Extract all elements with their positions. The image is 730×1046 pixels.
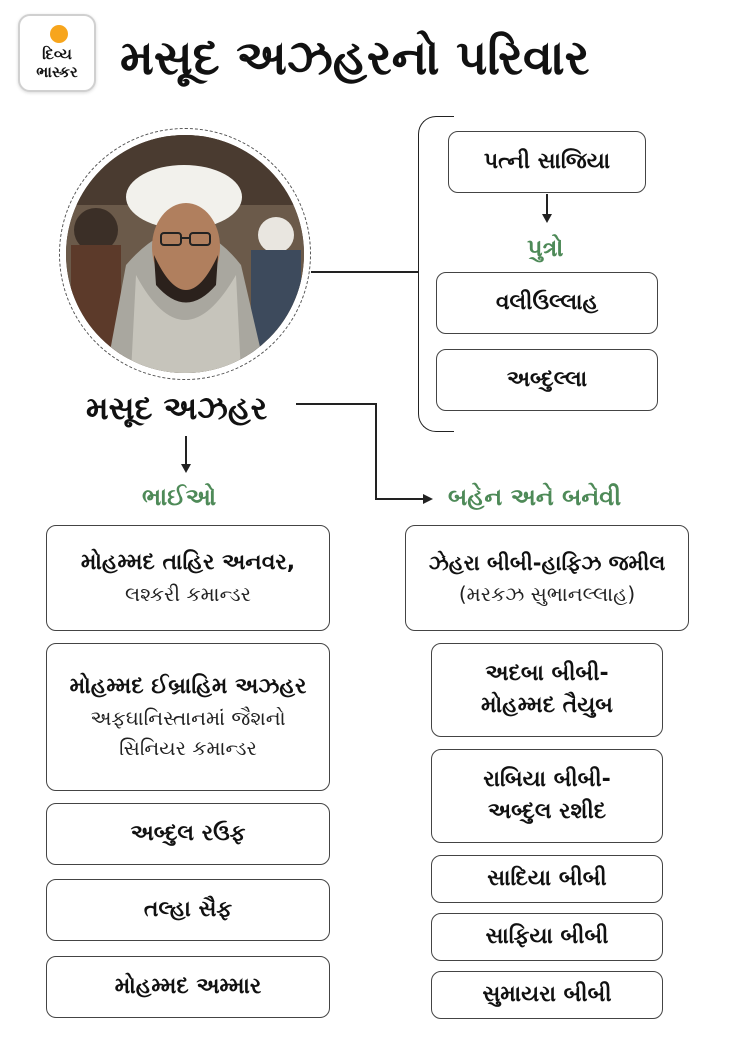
sister-desc: (મરકઝ સુભાનલ્લાહ) <box>458 582 636 606</box>
son-name: વલીઉલ્લાહ <box>495 290 599 315</box>
brother-desc: અફઘાનિસ્તાનમાં જૈશનો સિનિયર કમાન્ડર <box>90 706 286 760</box>
sister-box-3 <box>431 749 663 843</box>
sister-name: સાફિયા બીબી <box>485 924 609 949</box>
brother-name: મોહમ્મદ ઈબ્રાહિમ અઝહર <box>69 674 307 699</box>
brother-desc: લશ્કરી કમાન્ડર <box>125 582 251 606</box>
connector-photo-to-wife <box>311 271 419 273</box>
brother-name: અબ્દુલ રઉફ <box>130 821 246 846</box>
brother-box-5 <box>46 956 330 1018</box>
portrait-photo <box>66 135 304 373</box>
brother-box-1 <box>46 525 330 631</box>
connector-to-sisters-v <box>375 403 377 499</box>
brand-logo <box>18 14 96 92</box>
sisters-label: બહેન અને બનેવી <box>448 483 622 511</box>
brother-box-2 <box>46 643 330 791</box>
wife-box <box>448 131 646 193</box>
brother-name: મોહમ્મદ તાહિર અનવર, <box>80 550 296 575</box>
arrow-right-icon <box>423 494 433 504</box>
sister-name: ઝેહરા બીબી-હાફિઝ જમીલ <box>428 551 666 575</box>
portrait-illustration <box>66 135 304 373</box>
logo-line-2: ભાસ્કર <box>36 63 78 81</box>
page-title: મસૂદ અઝહરનો પરિવાર <box>120 30 590 86</box>
sister-name: સાદિયા બીબી <box>487 866 607 891</box>
sister-box-6 <box>431 971 663 1019</box>
logo-sun-icon <box>50 25 68 43</box>
arrow-down-icon <box>542 214 552 223</box>
sister-name: સુમાયરા બીબી <box>482 982 612 1007</box>
sister-box-1 <box>405 525 689 631</box>
brother-name: તલ્હા સૈફ <box>143 897 233 922</box>
arrow-down-icon <box>181 464 191 473</box>
logo-line-1: દિવ્ય <box>42 45 72 63</box>
sister-box-4 <box>431 855 663 903</box>
son-box-2 <box>436 349 658 411</box>
brothers-label: ભાઈઓ <box>142 483 217 511</box>
sister-name: અદબા બીબી- મોહમ્મદ તૈયુબ <box>481 661 613 718</box>
wife-name: પત્ની સાજિયા <box>483 149 611 174</box>
son-name: અબ્દુલ્લા <box>506 367 588 392</box>
connector-to-sisters-h2 <box>375 498 425 500</box>
sister-box-5 <box>431 913 663 961</box>
wife-to-sons-line <box>546 194 548 216</box>
sister-box-2 <box>431 643 663 737</box>
brother-box-4 <box>46 879 330 941</box>
main-person-name: મસૂદ અઝહર <box>86 389 268 427</box>
brother-box-3 <box>46 803 330 865</box>
connector-to-sisters-h <box>296 403 376 405</box>
sister-name: રાબિયા બીબી- અબ્દુલ રશીદ <box>483 767 611 824</box>
son-box-1 <box>436 272 658 334</box>
brother-name: મોહમ્મદ અમ્માર <box>114 974 262 999</box>
sons-label: પુત્રો <box>527 234 564 262</box>
connector-to-brothers <box>185 436 187 466</box>
